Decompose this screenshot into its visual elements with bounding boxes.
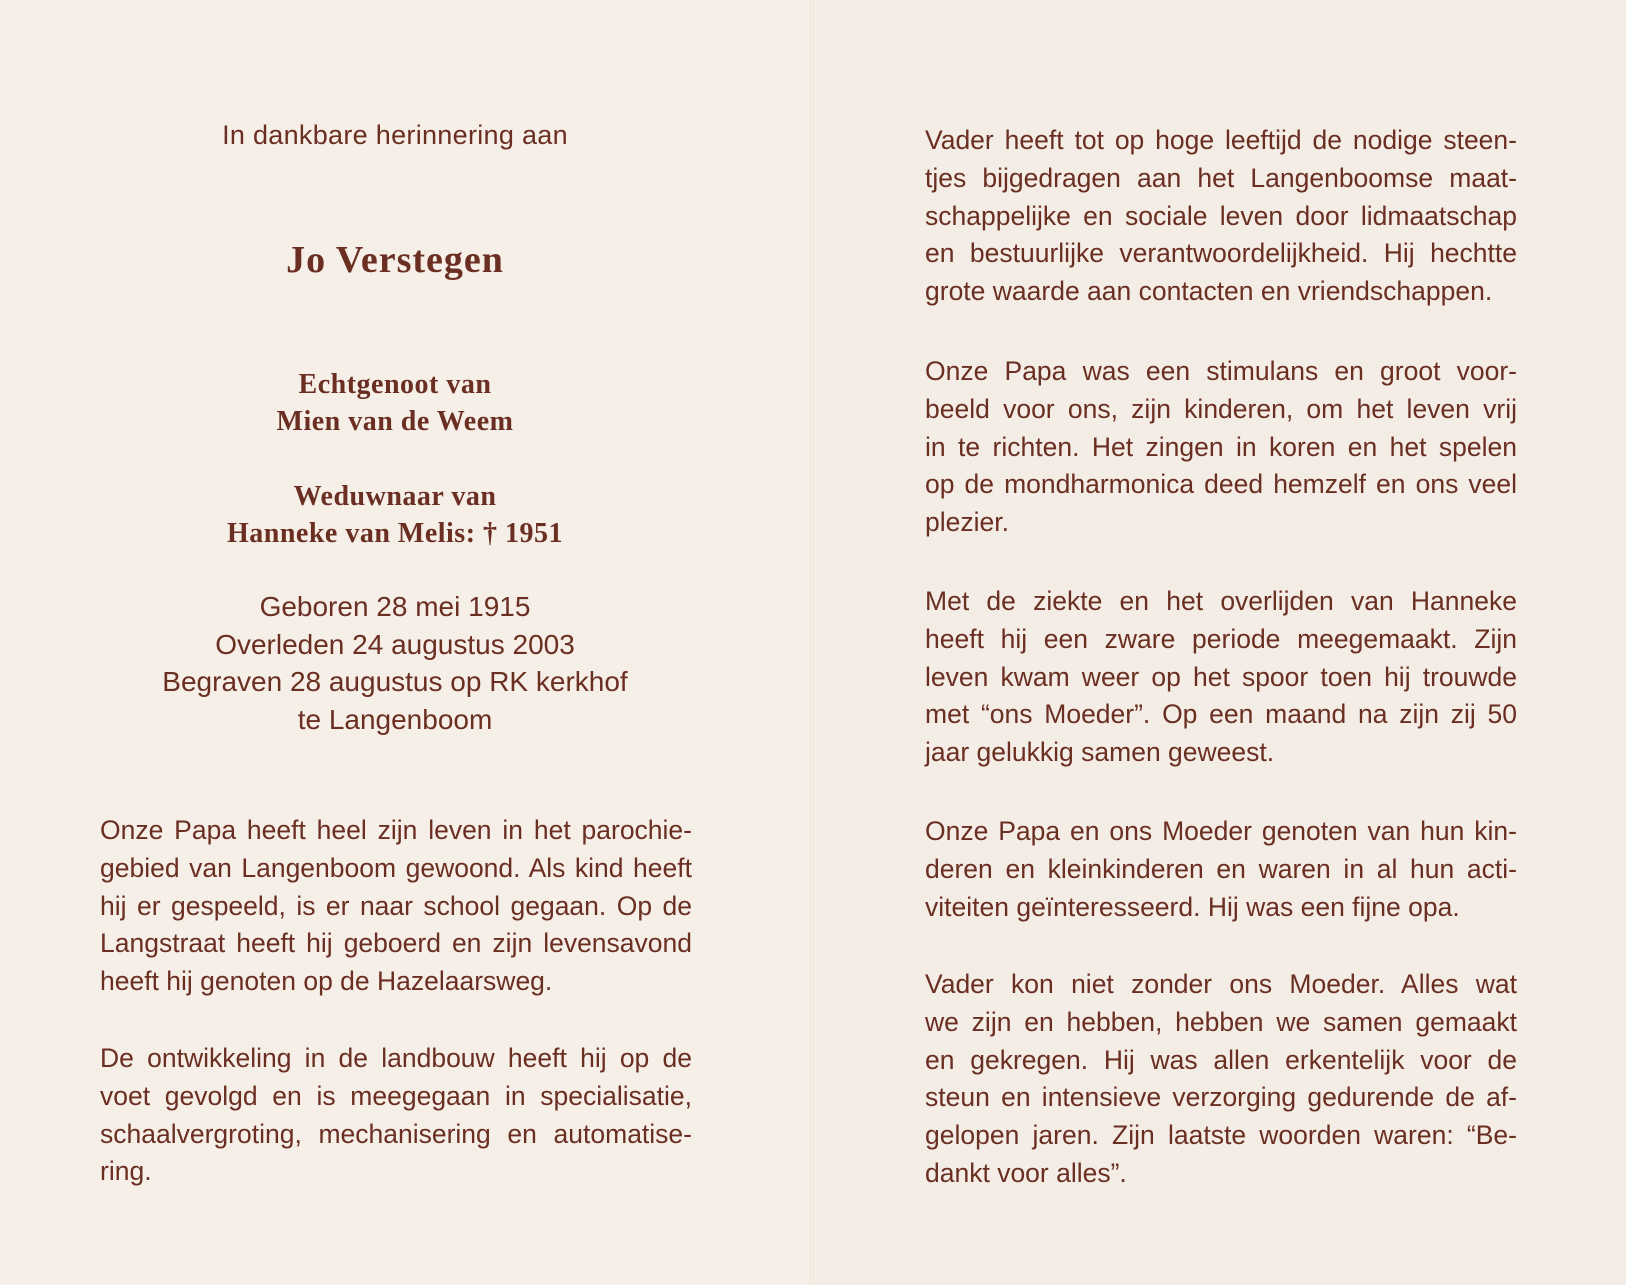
text-line: en gekregen. Hij was allen erkentelijk voor de bbox=[925, 1044, 1517, 1075]
text-line: Onze Papa en ons Moeder genoten van hun kin- bbox=[925, 816, 1517, 846]
text-line: in te richten. Het zingen in koren en het spelen bbox=[925, 431, 1517, 462]
text-line: schaalvergroting, mechanisering en automatise- bbox=[100, 1118, 692, 1149]
text-line: heeft hij een zware periode meegemaakt. Zijn bbox=[925, 623, 1517, 654]
left-page bbox=[0, 0, 812, 1285]
deceased-name: Jo Verstegen bbox=[286, 239, 504, 281]
burial-date: Begraven 28 augustus op RK kerkhof bbox=[162, 666, 628, 697]
spouse-block bbox=[0, 366, 790, 440]
text-line: jaar gelukkig samen geweest. bbox=[925, 737, 1275, 768]
text-line: plezier. bbox=[925, 507, 1009, 538]
text-line: gelopen jaren. Zijn laatste woorden waren: “Be- bbox=[925, 1120, 1517, 1151]
text-line: viteiten geïnteresseerd. Hij was een fijne opa. bbox=[925, 891, 1460, 922]
page-fold bbox=[810, 0, 814, 1285]
right-paragraph-3 bbox=[925, 583, 1517, 772]
text-line: we zijn en hebben, hebben we samen gemaakt bbox=[925, 1006, 1517, 1037]
text-line: beeld voor ons, zijn kinderen, om het leven vrij bbox=[925, 393, 1517, 424]
left-paragraph-1 bbox=[100, 812, 692, 1001]
text-line: en bestuurlijke verantwoordelijkheid. Hij hechtte bbox=[925, 238, 1517, 269]
intro-line: In dankbare herinnering aan bbox=[222, 120, 568, 150]
text-line: Met de ziekte en het overlijden van Hanneke bbox=[925, 586, 1517, 616]
text-line: hij er gespeeld, is er naar school gegaan. Op de bbox=[100, 890, 692, 921]
text-line: gebied van Langenboom gewoond. Als kind heeft bbox=[100, 852, 692, 883]
text-line: Onze Papa was een stimulans en groot voor- bbox=[925, 356, 1517, 386]
text-line: leven kwam weer op het spoor toen hij trouwde bbox=[925, 661, 1517, 692]
left-paragraph-2 bbox=[100, 1040, 692, 1191]
text-line: Vader kon niet zonder ons Moeder. Alles wat bbox=[925, 969, 1517, 999]
text-line: op de mondharmonica deed hemzelf en ons veel bbox=[925, 469, 1517, 500]
right-paragraph-1 bbox=[925, 122, 1517, 311]
text-line: Vader heeft tot op hoge leeftijd de nodige steen- bbox=[925, 125, 1517, 155]
text-line: grote waarde aan contacten en vriendschappen. bbox=[925, 276, 1493, 307]
right-paragraph-5 bbox=[925, 966, 1517, 1193]
text-line: deren en kleinkinderen en waren in al hun acti- bbox=[925, 853, 1517, 884]
text-line: Langstraat heeft hij geboerd en zijn levensavond bbox=[100, 928, 692, 959]
widow-label: Weduwnaar van bbox=[293, 481, 497, 512]
text-line: ring. bbox=[100, 1156, 152, 1187]
text-line: steun en intensieve verzorging gedurende de af- bbox=[925, 1082, 1517, 1113]
birth-date: Geboren 28 mei 1915 bbox=[259, 591, 531, 622]
text-line: dankt voor alles”. bbox=[925, 1157, 1127, 1188]
text-line: De ontwikkeling in de landbouw heeft hij op de bbox=[100, 1043, 692, 1073]
widow-name: Hanneke van Melis: † 1951 bbox=[226, 518, 564, 549]
text-line: schappelijke en sociale leven door lidmaatschap bbox=[925, 200, 1517, 231]
right-paragraph-2 bbox=[925, 353, 1517, 542]
text-line: Onze Papa heeft heel zijn leven in het parochie- bbox=[100, 815, 692, 845]
widow-block bbox=[0, 478, 790, 552]
dates-block bbox=[0, 588, 790, 738]
right-paragraph-4 bbox=[925, 813, 1517, 926]
spouse-name: Mien van de Weem bbox=[276, 406, 514, 437]
death-date: Overleden 24 augustus 2003 bbox=[215, 628, 575, 660]
text-line: voet gevolgd en is meegegaan in specialisatie, bbox=[100, 1080, 692, 1111]
text-line: met “ons Moeder”. Op een maand na zijn zij 50 bbox=[925, 699, 1517, 730]
spouse-label: Echtgenoot van bbox=[298, 369, 492, 400]
burial-place: te Langenboom bbox=[297, 703, 493, 735]
text-line: tjes bijgedragen aan het Langenboomse maat- bbox=[925, 162, 1517, 193]
text-line: heeft hij genoten op de Hazelaarsweg. bbox=[100, 966, 553, 997]
